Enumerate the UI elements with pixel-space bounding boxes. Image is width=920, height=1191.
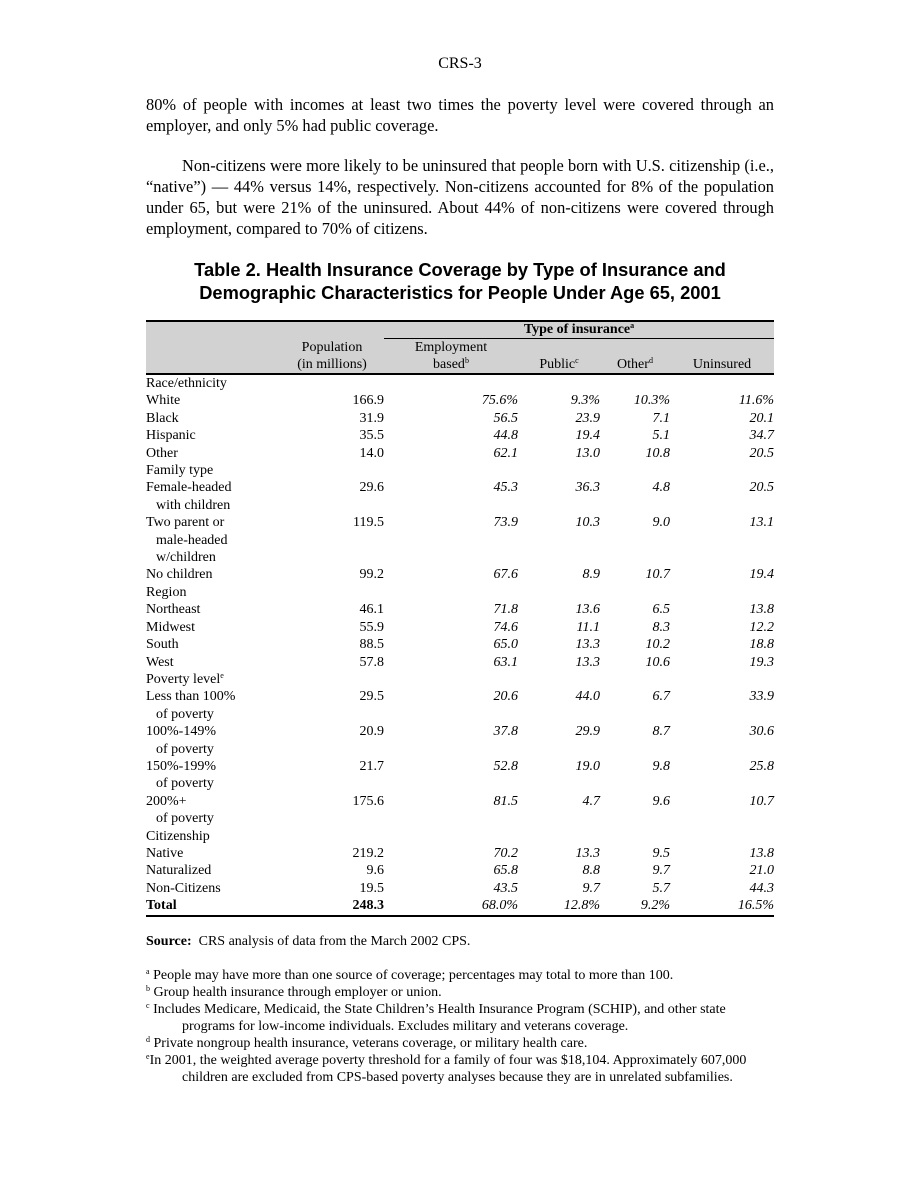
- other-column-header: Other$^d$: [600, 339, 670, 375]
- table-title-line: Table 2. Health Insurance Coverage by Type of Insurance and: [194, 259, 726, 280]
- table-title: [146, 258, 774, 304]
- group-row: [146, 374, 774, 392]
- table-row: White 166.9 75.6% 9.3% 10.3% 11.6%: [146, 393, 774, 409]
- table-row: Two parent or male-headed w/children 119.5 73.9 10.3 9.0 13.1: [146, 515, 774, 566]
- group-row: [146, 828, 774, 845]
- table-row: 150%-199% of poverty 21.7 52.8 19.0 9.8 25.8: [146, 758, 774, 792]
- body-paragraph: Non-citizens were more likely to be uninsured that people born with U.S. citizenship (i.e., “native”) — 44% versus 14%, respectively. Non-citizens accounted for 8% of the population under 65, but were 21% of the uninsured. About 44% of non-citizens were covered through employment, compared to 70% of citizens.: [146, 156, 774, 238]
- table-row: Non-Citizens 19.5 43.5 9.7 5.7 44.3: [146, 880, 774, 896]
- coverage-table: [146, 320, 774, 917]
- table-row: Other 14.0 62.1 13.0 10.8 20.5: [146, 445, 774, 461]
- uninsured-column-header: Uninsured: [670, 339, 774, 375]
- source-text: CRS analysis of data from the March 2002 CPS.: [198, 934, 471, 949]
- table-row: Midwest 55.9 74.6 11.1 8.3 12.2: [146, 619, 774, 635]
- table-row: South 88.5 65.0 13.3 10.2 18.8: [146, 637, 774, 653]
- group-row: [146, 462, 774, 479]
- table-title-line: Demographic Characteristics for People Under Age 65, 2001: [199, 282, 721, 303]
- footnote: $^b$ Group health insurance through employer or union.: [146, 984, 442, 1000]
- table-header-row: [146, 321, 774, 339]
- table-row: Black 31.9 56.5 23.9 7.1 20.1: [146, 410, 774, 426]
- table-row: Hispanic 35.5 44.8 19.4 5.1 34.7: [146, 428, 774, 444]
- table-row: West 57.8 63.1 13.3 10.6 19.3: [146, 654, 774, 670]
- group-row: [146, 671, 774, 688]
- table-row: Naturalized 9.6 65.8 8.8 9.7 21.0: [146, 863, 774, 879]
- body-paragraph: 80% of people with incomes at least two times the poverty level were covered through an employer, and only 5% had public coverage.: [146, 95, 774, 135]
- group-label: Family type: [146, 463, 214, 479]
- table-row: No children 99.2 67.6 8.9 10.7 19.4: [146, 567, 774, 583]
- column-headers-row: [146, 339, 774, 375]
- table-row: Female-headed with children 29.6 45.3 36.3 4.8 20.5: [146, 480, 774, 513]
- population-column-header: Population (in millions): [280, 339, 384, 375]
- footnote: $^e$In 2001, the weighted average poverty threshold for a family of four was $18,104. Approximately 607,000 children are excluded from CPS-based poverty analyses because they are in unrelated subfamilies.: [146, 1052, 747, 1085]
- footnote: $^c$ Includes Medicare, Medicaid, the State Children’s Health Insurance Program (SCHIP), and other state programs for low-income individuals. Excludes military and veterans coverage.: [146, 1001, 726, 1034]
- type-of-insurance-header: Type of insurance$^a$: [384, 321, 774, 339]
- table-row: Native 219.2 70.2 13.3 9.5 13.8: [146, 845, 774, 861]
- group-label: Poverty level$^e$: [146, 670, 224, 687]
- table-row: 100%-149% of poverty 20.9 37.8 29.9 8.7 30.6: [146, 724, 774, 757]
- public-column-header: Public$^c$: [518, 339, 600, 375]
- group-label: Citizenship: [146, 828, 210, 844]
- group-label: Race/ethnicity: [146, 376, 227, 391]
- table-row: Less than 100% of poverty 29.5 20.6 44.0 6.7 33.9: [146, 689, 774, 722]
- table-row: Northeast 46.1 71.8 13.6 6.5 13.8: [146, 602, 774, 618]
- total-row: Total 248.3 68.0% 12.8% 9.2% 16.5%: [146, 897, 774, 915]
- group-label: Region: [146, 584, 187, 600]
- footnotes: [146, 967, 774, 1086]
- group-row: [146, 584, 774, 601]
- footnote: $^a$ People may have more than one source of coverage; percentages may total to more than 100.: [146, 967, 674, 983]
- page-header: CRS-3: [438, 55, 482, 72]
- table-row: 200%+ of poverty 175.6 81.5 4.7 9.6 10.7: [146, 793, 774, 827]
- footnote: $^d$ Private nongroup health insurance, veterans coverage, or military health care.: [146, 1035, 588, 1051]
- source-note: [146, 934, 774, 950]
- source-label: Source:: [146, 934, 192, 949]
- employment-column-header: Employment based$^b$: [384, 339, 518, 375]
